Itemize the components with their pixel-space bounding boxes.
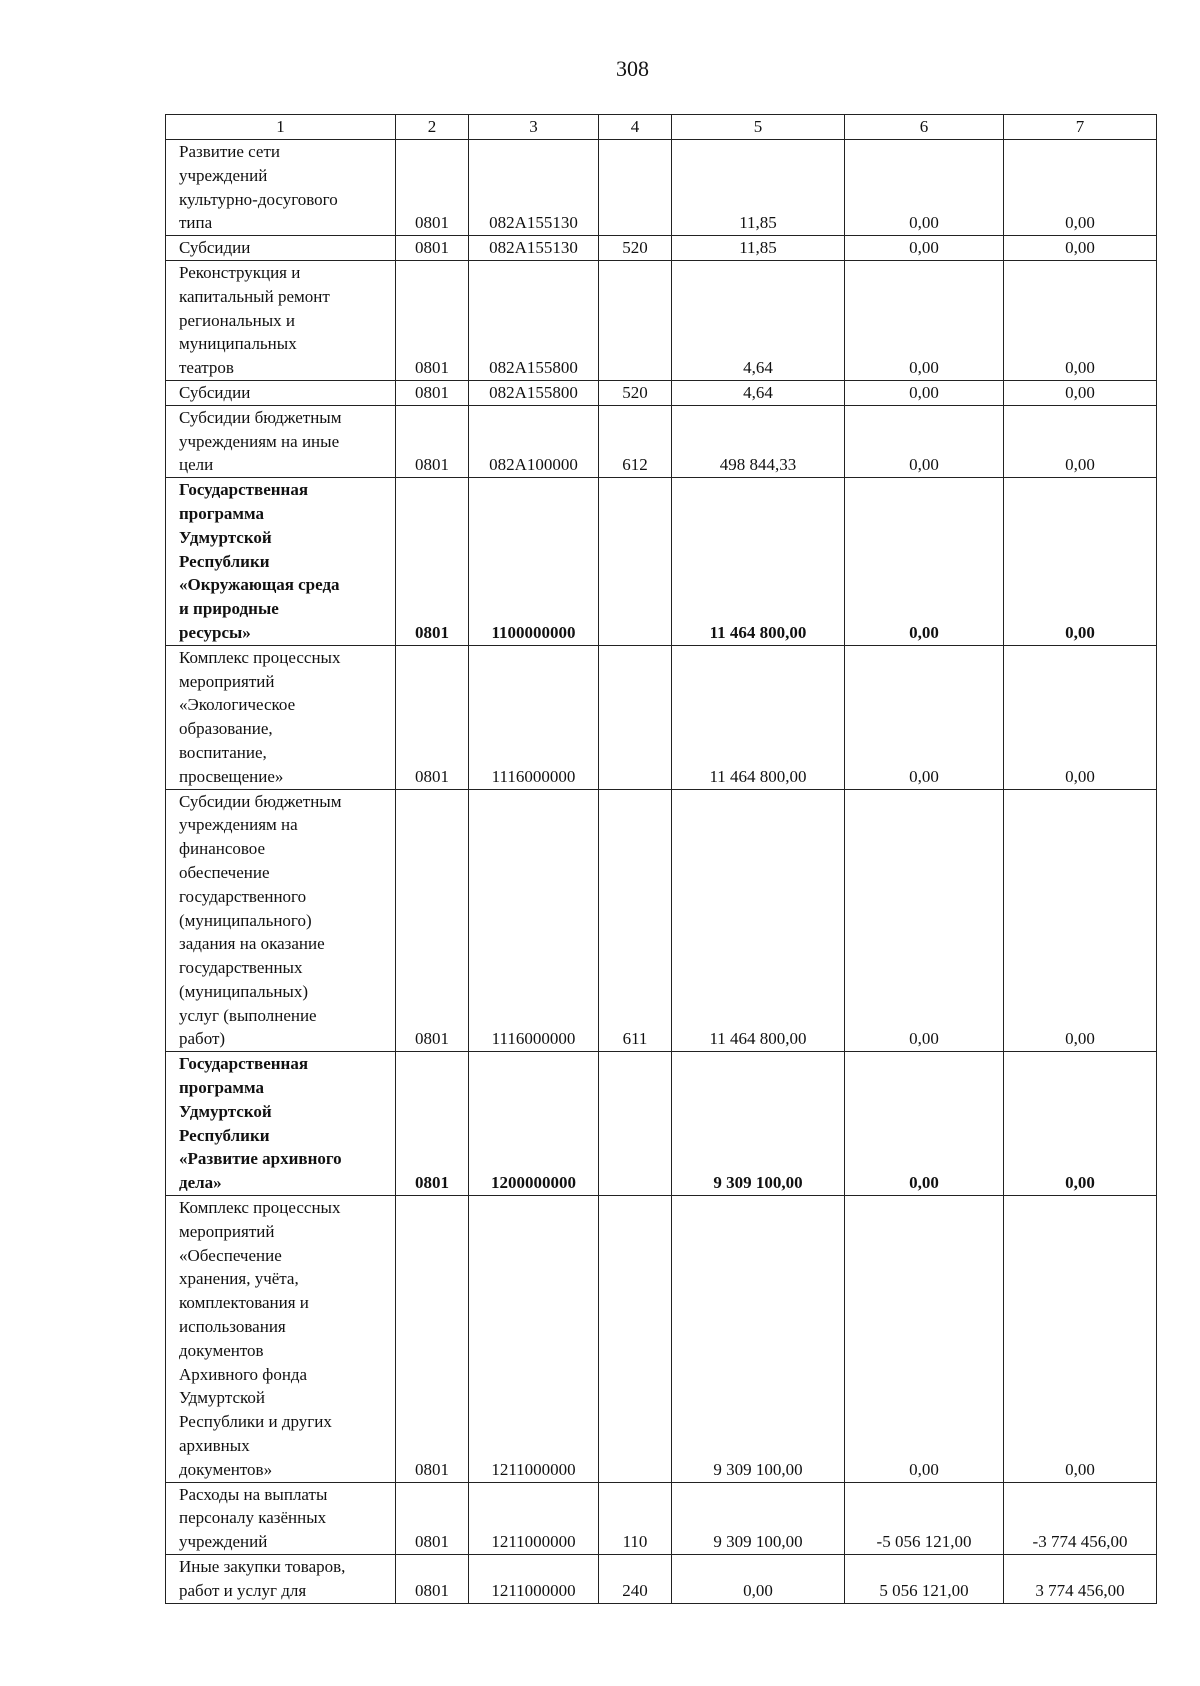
table-row — [166, 645, 1157, 789]
column-header-4: 4 — [599, 115, 672, 140]
row-name: Субсидии бюджетным учреждениям на иные цели — [166, 405, 396, 477]
row-amount-col7: 0,00 — [1004, 260, 1157, 380]
row-section-code: 0801 — [396, 260, 469, 380]
row-amount-col5: 4,64 — [672, 260, 845, 380]
table-row — [166, 405, 1157, 477]
row-name: Государственная программа Удмуртской Республики «Развитие архивного дела» — [166, 1052, 396, 1196]
row-amount-col6: 0,00 — [845, 1052, 1004, 1196]
row-name: Реконструкция и капитальный ремонт региональных и муниципальных театров — [166, 260, 396, 380]
row-amount-col5: 11 464 800,00 — [672, 478, 845, 646]
row-amount-col6: 0,00 — [845, 405, 1004, 477]
row-amount-col7: 0,00 — [1004, 405, 1157, 477]
row-name: Субсидии бюджетным учреждениям на финансовое обеспечение государственного (муниципального) задания на оказание государственных (муниципальных) услуг (выполнение работ) — [166, 789, 396, 1052]
row-amount-col6: 0,00 — [845, 789, 1004, 1052]
row-section-code: 0801 — [396, 236, 469, 261]
row-name: Комплекс процессных мероприятий «Обеспечение хранения, учёта, комплектования и использования документов Архивного фонда Удмуртской Республики и других архивных документов» — [166, 1196, 396, 1483]
row-amount-col7: 0,00 — [1004, 789, 1157, 1052]
row-target-code: 1211000000 — [469, 1196, 599, 1483]
row-target-code: 082A155800 — [469, 260, 599, 380]
row-target-code: 1116000000 — [469, 645, 599, 789]
row-expense-type: 520 — [599, 380, 672, 405]
table-row — [166, 260, 1157, 380]
row-section-code: 0801 — [396, 1555, 469, 1604]
row-amount-col7: 0,00 — [1004, 1052, 1157, 1196]
row-amount-col7: -3 774 456,00 — [1004, 1482, 1157, 1554]
table-row — [166, 140, 1157, 236]
row-expense-type — [599, 1196, 672, 1483]
row-section-code: 0801 — [396, 1482, 469, 1554]
row-amount-col5: 11,85 — [672, 236, 845, 261]
row-expense-type — [599, 1052, 672, 1196]
row-section-code: 0801 — [396, 478, 469, 646]
row-expense-type — [599, 140, 672, 236]
row-amount-col6: 0,00 — [845, 645, 1004, 789]
row-section-code: 0801 — [396, 789, 469, 1052]
row-amount-col6: 0,00 — [845, 140, 1004, 236]
row-amount-col6: -5 056 121,00 — [845, 1482, 1004, 1554]
column-header-1: 1 — [166, 115, 396, 140]
table-row — [166, 236, 1157, 261]
row-amount-col5: 4,64 — [672, 380, 845, 405]
row-amount-col7: 0,00 — [1004, 1196, 1157, 1483]
row-expense-type: 611 — [599, 789, 672, 1052]
row-section-code: 0801 — [396, 645, 469, 789]
column-header-6: 6 — [845, 115, 1004, 140]
row-target-code: 1211000000 — [469, 1555, 599, 1604]
row-amount-col5: 0,00 — [672, 1555, 845, 1604]
row-amount-col6: 5 056 121,00 — [845, 1555, 1004, 1604]
row-amount-col5: 9 309 100,00 — [672, 1482, 845, 1554]
row-target-code: 082A155130 — [469, 140, 599, 236]
row-name: Субсидии — [166, 380, 396, 405]
row-amount-col6: 0,00 — [845, 1196, 1004, 1483]
row-amount-col5: 9 309 100,00 — [672, 1196, 845, 1483]
row-amount-col7: 0,00 — [1004, 140, 1157, 236]
page-number: 308 — [616, 56, 649, 81]
row-target-code: 1100000000 — [469, 478, 599, 646]
column-header-3: 3 — [469, 115, 599, 140]
row-name: Иные закупки товаров, работ и услуг для — [166, 1555, 396, 1604]
row-expense-type — [599, 260, 672, 380]
row-amount-col6: 0,00 — [845, 260, 1004, 380]
header-row — [166, 115, 1157, 140]
table-row — [166, 478, 1157, 646]
row-expense-type: 240 — [599, 1555, 672, 1604]
column-header-5: 5 — [672, 115, 845, 140]
row-name: Развитие сети учреждений культурно-досугового типа — [166, 140, 396, 236]
table-body — [166, 140, 1157, 1604]
row-name: Расходы на выплаты персоналу казённых учреждений — [166, 1482, 396, 1554]
table-row — [166, 1052, 1157, 1196]
row-section-code: 0801 — [396, 140, 469, 236]
row-name: Государственная программа Удмуртской Республики «Окружающая среда и природные ресурсы» — [166, 478, 396, 646]
row-amount-col7: 0,00 — [1004, 645, 1157, 789]
row-expense-type: 110 — [599, 1482, 672, 1554]
row-amount-col7: 0,00 — [1004, 380, 1157, 405]
row-amount-col6: 0,00 — [845, 478, 1004, 646]
table-row — [166, 1555, 1157, 1604]
row-amount-col5: 498 844,33 — [672, 405, 845, 477]
row-expense-type — [599, 478, 672, 646]
column-header-2: 2 — [396, 115, 469, 140]
row-amount-col7: 0,00 — [1004, 478, 1157, 646]
row-expense-type: 612 — [599, 405, 672, 477]
row-amount-col6: 0,00 — [845, 380, 1004, 405]
row-amount-col5: 11 464 800,00 — [672, 645, 845, 789]
budget-table — [165, 114, 1157, 1604]
table-row — [166, 380, 1157, 405]
row-section-code: 0801 — [396, 1196, 469, 1483]
row-section-code: 0801 — [396, 405, 469, 477]
row-target-code: 1211000000 — [469, 1482, 599, 1554]
row-target-code: 082A155800 — [469, 380, 599, 405]
row-name: Субсидии — [166, 236, 396, 261]
row-amount-col5: 9 309 100,00 — [672, 1052, 845, 1196]
row-target-code: 1116000000 — [469, 789, 599, 1052]
row-amount-col6: 0,00 — [845, 236, 1004, 261]
row-expense-type — [599, 645, 672, 789]
row-target-code: 082A155130 — [469, 236, 599, 261]
table-row — [166, 1196, 1157, 1483]
row-amount-col7: 0,00 — [1004, 236, 1157, 261]
column-header-7: 7 — [1004, 115, 1157, 140]
row-amount-col7: 3 774 456,00 — [1004, 1555, 1157, 1604]
row-amount-col5: 11,85 — [672, 140, 845, 236]
row-section-code: 0801 — [396, 380, 469, 405]
table-row — [166, 1482, 1157, 1554]
row-target-code: 1200000000 — [469, 1052, 599, 1196]
row-name: Комплекс процессных мероприятий «Экологическое образование, воспитание, просвещение» — [166, 645, 396, 789]
row-target-code: 082A100000 — [469, 405, 599, 477]
table-row — [166, 789, 1157, 1052]
row-section-code: 0801 — [396, 1052, 469, 1196]
row-amount-col5: 11 464 800,00 — [672, 789, 845, 1052]
row-expense-type: 520 — [599, 236, 672, 261]
